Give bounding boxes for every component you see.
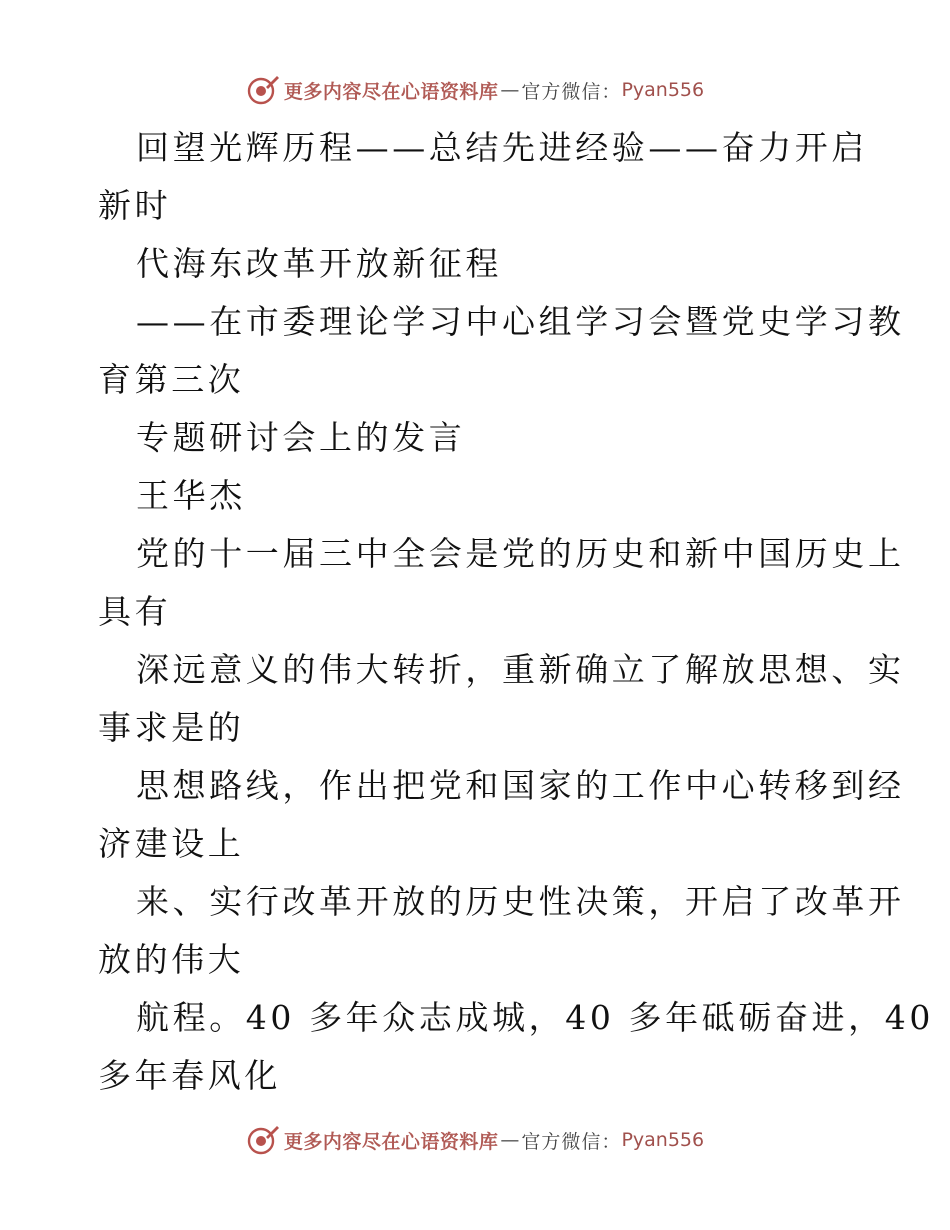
author-name: 王华杰 bbox=[136, 476, 246, 515]
footer-banner bbox=[0, 1120, 950, 1160]
banner-separator: — bbox=[500, 1129, 520, 1151]
paragraph-line: 航程。40 多年众志成城，40 多年砥砺奋进，40 bbox=[136, 998, 934, 1037]
subtitle-line-1: ——在市委理论学习中心组学习会暨党史学习教 bbox=[136, 302, 905, 341]
wechat-id: Pyan556 bbox=[621, 79, 705, 101]
subtitle-line-2: 育第三次 bbox=[98, 360, 245, 399]
title-line-3: 代海东改革开放新征程 bbox=[136, 244, 502, 283]
paragraph-line: 来、实行改革开放的历史性决策，开启了改革开 bbox=[136, 882, 905, 921]
account-label: 官方微信： bbox=[521, 1130, 622, 1153]
paragraph-line: 思想路线，作出把党和国家的工作中心转移到经 bbox=[136, 766, 905, 805]
paragraph-line: 党的十一届三中全会是党的历史和新中国历史上 bbox=[136, 534, 905, 573]
header-banner bbox=[0, 70, 950, 110]
wechat-id: Pyan556 bbox=[621, 1129, 705, 1151]
pen-logo-icon bbox=[246, 73, 280, 107]
paragraph-line: 多年春风化 bbox=[98, 1056, 281, 1095]
paragraph-line: 放的伟大 bbox=[98, 940, 245, 979]
paragraph-line: 深远意义的伟大转折，重新确立了解放思想、实 bbox=[136, 650, 905, 689]
paragraph-line: 具有 bbox=[98, 592, 172, 631]
pen-logo-icon bbox=[246, 1123, 280, 1157]
account-label: 官方微信： bbox=[521, 80, 622, 103]
banner-separator: — bbox=[500, 79, 520, 101]
paragraph-line: 事求是的 bbox=[98, 708, 245, 747]
paragraph-line: 济建设上 bbox=[98, 824, 245, 863]
promo-text: 更多内容尽在心语资料库 bbox=[283, 80, 499, 103]
title-line-1: 回望光辉历程——总结先进经验——奋力开启 bbox=[136, 128, 868, 167]
title-line-2: 新时 bbox=[98, 186, 172, 225]
promo-text: 更多内容尽在心语资料库 bbox=[283, 1130, 499, 1153]
subtitle-line-3: 专题研讨会上的发言 bbox=[136, 418, 466, 457]
